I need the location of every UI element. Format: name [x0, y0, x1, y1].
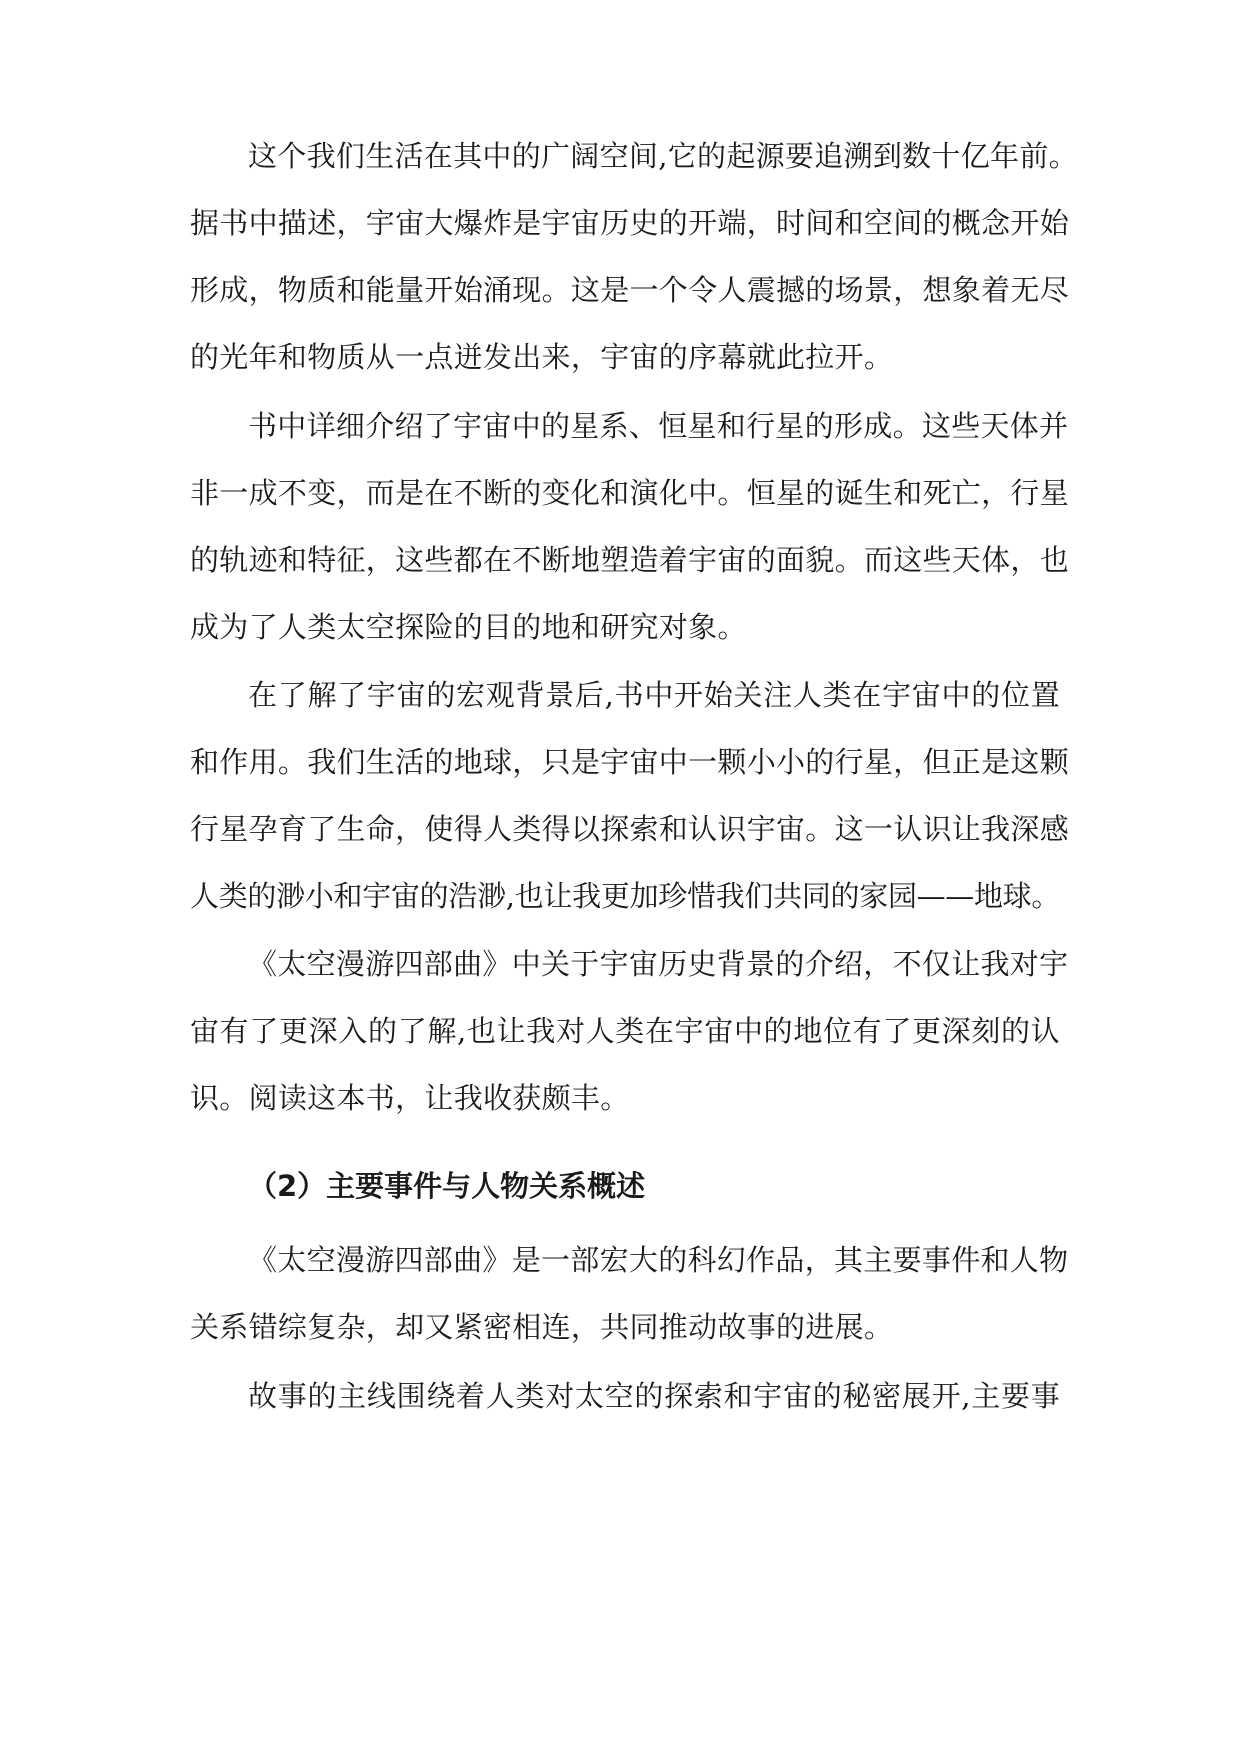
text-line: 这个我们生活在其中的广阔空间,它的起源要追溯到数十亿年前。 [248, 139, 1078, 173]
text-line: 在了解了宇宙的宏观背景后,书中开始关注人类在宇宙中的位置 [248, 678, 1060, 712]
text-line: 宙有了更深入的了解,也让我对人类在宇宙中的地位有了更深刻的认 [190, 1014, 1060, 1048]
text-line: 故事的主线围绕着人类对太空的探索和宇宙的秘密展开,主要事 [248, 1379, 1060, 1413]
text-line: 的轨迹和特征，这些都在不断地塑造着宇宙的面貌。而这些天体，也 [190, 543, 1070, 577]
text-line: 非一成不变，而是在不断的变化和演化中。恒星的诞生和死亡，行星 [190, 476, 1070, 510]
text-line: 据书中描述，宇宙大爆炸是宇宙历史的开端，时间和空间的概念开始 [190, 206, 1070, 240]
text-line: 人类的渺小和宇宙的浩渺,也让我更加珍惜我们共同的家园——地球。 [190, 879, 1060, 913]
text-line: 和作用。我们生活的地球，只是宇宙中一颗小小的行星，但正是这颗 [190, 745, 1070, 779]
text-line: 关系错综复杂，却又紧密相连，共同推动故事的进展。 [190, 1310, 894, 1344]
text-line: 形成，物质和能量开始涌现。这是一个令人震撼的场景，想象着无尽 [190, 273, 1070, 307]
text-line: 识。阅读这本书，让我收获颇丰。 [190, 1081, 630, 1115]
section-heading: （2）主要事件与人物关系概述 [248, 1169, 646, 1203]
text-line: 成为了人类太空探险的目的地和研究对象。 [190, 610, 747, 644]
text-line: 《太空漫游四部曲》中关于宇宙历史背景的介绍，不仅让我对宇 [248, 947, 1069, 981]
text-line: 的光年和物质从一点迸发出来，宇宙的序幕就此拉开。 [190, 340, 894, 374]
text-line: 《太空漫游四部曲》是一部宏大的科幻作品，其主要事件和人物 [248, 1243, 1069, 1277]
text-line: 行星孕育了生命，使得人类得以探索和认识宇宙。这一认识让我深感 [190, 812, 1070, 846]
text-line: 书中详细介绍了宇宙中的星系、恒星和行星的形成。这些天体并 [248, 409, 1069, 443]
